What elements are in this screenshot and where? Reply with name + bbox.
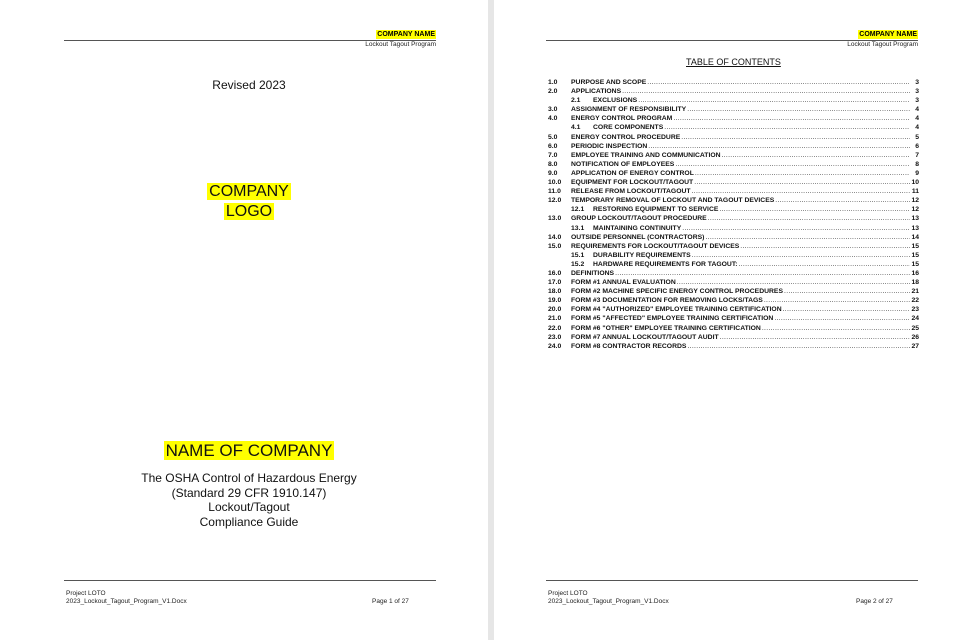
toc-entry-number: 3.0	[548, 106, 558, 114]
toc-entry-number: 10.0	[548, 179, 562, 187]
toc-entry[interactable]	[548, 206, 919, 215]
toc-leader-dots	[695, 170, 910, 177]
toc-leader-dots	[764, 297, 910, 304]
header-program-name: Lockout Tagout Program	[365, 41, 436, 48]
toc-entry-title: FORM #6 "OTHER" EMPLOYEE TRAINING CERTIFICATION	[571, 324, 761, 332]
footer-rule	[546, 580, 918, 581]
toc-leader-dots	[687, 106, 910, 113]
logo-line-2: LOGO	[225, 203, 273, 220]
toc-entry-title: FORM #2 MACHINE SPECIFIC ENERGY CONTROL PROCEDURES	[571, 288, 783, 296]
toc-entry-number: 4.0	[548, 115, 558, 123]
toc-leader-dots	[647, 79, 910, 86]
toc-entry-title: PURPOSE AND SCOPE	[571, 79, 647, 86]
toc-entry-title: DURABILITY REQUIREMENTS	[593, 251, 691, 259]
toc-entry[interactable]	[548, 152, 919, 161]
toc-entry[interactable]	[548, 106, 919, 115]
toc-entry-number: 16.0	[548, 269, 562, 277]
toc-entry-page: 25	[911, 324, 919, 332]
toc-entry-page: 13	[911, 224, 919, 232]
toc-entry[interactable]	[548, 334, 919, 343]
toc-entry-page: 11	[911, 188, 919, 196]
toc-entry-title: EXCLUSIONS	[593, 97, 638, 105]
toc-entry-page: 3	[915, 88, 919, 96]
toc-entry-page: 9	[915, 169, 919, 177]
toc-entry-title: APPLICATION OF ENERGY CONTROL	[571, 169, 694, 177]
toc-entry-number: 22.0	[548, 324, 562, 332]
toc-leader-dots	[783, 306, 910, 313]
toc-entry-title: ENERGY CONTROL PROCEDURE	[571, 133, 681, 141]
toc-entry-number: 24.0	[548, 342, 562, 350]
toc-leader-dots	[638, 97, 910, 104]
page-header	[847, 23, 918, 49]
logo-line-1: COMPANY	[209, 183, 289, 200]
toc-leader-dots	[675, 161, 910, 168]
toc-entry[interactable]	[548, 325, 919, 334]
toc-entry-page: 27	[911, 342, 919, 350]
toc-entry-title: FORM #3 DOCUMENTATION FOR REMOVING LOCKS/TAGS	[571, 297, 763, 305]
footer-project: Project LOTO	[548, 590, 588, 597]
toc-entry-number: 9.0	[548, 169, 558, 177]
page-number: Page 1 of 27	[372, 598, 409, 605]
toc-entry-page: 22	[911, 297, 919, 305]
toc-entry-number: 21.0	[548, 315, 562, 323]
toc-entry-title: FORM #5 "AFFECTED" EMPLOYEE TRAINING CERTIFICATION	[571, 315, 774, 323]
toc-entry-title: FORM #4 "AUTHORIZED" EMPLOYEE TRAINING CERTIFICATION	[571, 306, 782, 314]
toc-leader-dots	[740, 243, 910, 250]
toc-entry-title: DEFINITIONS	[571, 269, 615, 277]
toc-entry-title: NOTIFICATION OF EMPLOYEES	[571, 160, 675, 168]
page-footer	[66, 590, 187, 606]
toc-entry-number: 7.0	[548, 151, 558, 159]
toc-entry[interactable]	[548, 179, 919, 188]
company-name-title	[0, 441, 498, 461]
toc-entry-title: OUTSIDE PERSONNEL (CONTRACTORS)	[571, 233, 705, 241]
toc-entry-page: 8	[915, 160, 919, 168]
toc-entry-page: 4	[915, 115, 919, 123]
toc-entry-page: 15	[911, 242, 919, 250]
toc-heading: TABLE OF CONTENTS	[686, 57, 781, 67]
toc-leader-dots	[774, 315, 910, 322]
toc-entry[interactable]	[548, 79, 919, 88]
toc-entry-page: 21	[911, 288, 919, 296]
toc-entry-title: RELEASE FROM LOCKOUT/TAGOUT	[571, 188, 691, 196]
toc-entry-page: 3	[915, 79, 919, 86]
toc-entry-number: 13.1	[571, 224, 585, 232]
toc-leader-dots	[762, 325, 910, 332]
toc-leader-dots	[694, 179, 910, 186]
title-line-4: Compliance Guide	[199, 514, 299, 529]
toc-entry-page: 12	[911, 197, 919, 205]
toc-leader-dots	[692, 252, 910, 259]
toc-entry[interactable]	[548, 188, 919, 197]
toc-entry-page: 24	[911, 315, 919, 323]
toc-leader-dots	[681, 134, 910, 141]
toc-leader-dots	[722, 152, 910, 159]
footer-project: Project LOTO	[66, 590, 106, 597]
toc-entry[interactable]	[548, 115, 919, 124]
toc-entry-title: EQUIPMENT FOR LOCKOUT/TAGOUT	[571, 179, 694, 187]
toc-entry-page: 15	[911, 251, 919, 259]
toc-entry-title: ENERGY CONTROL PROGRAM	[571, 115, 673, 123]
title-line-2: (Standard 29 CFR 1910.147)	[171, 485, 327, 500]
toc-entry[interactable]	[548, 234, 919, 243]
toc-entry-title: HARDWARE REQUIREMENTS FOR TAGOUT:	[593, 260, 738, 268]
toc-entry-title: PERIODIC INSPECTION	[571, 142, 648, 150]
toc-entry-page: 5	[915, 133, 919, 141]
toc-entry-page: 16	[911, 269, 919, 277]
toc-entry-number: 12.1	[571, 206, 585, 214]
toc-entry-page: 4	[915, 124, 919, 132]
toc-entry-title: APPLICATIONS	[571, 88, 622, 96]
footer-filename: 2023_Lockout_Tagout_Program_V1.Docx	[548, 598, 669, 605]
toc-entry-title: CORE COMPONENTS	[593, 124, 664, 132]
footer-rule	[64, 580, 436, 581]
toc-entry-page: 7	[915, 151, 919, 159]
toc-leader-dots	[664, 124, 910, 131]
toc-leader-dots	[615, 270, 910, 277]
toc-entry[interactable]	[548, 261, 919, 270]
document-title	[0, 471, 498, 529]
toc-entry[interactable]	[548, 143, 919, 152]
toc-leader-dots	[784, 288, 910, 295]
company-name-text: NAME OF COMPANY	[165, 441, 333, 460]
toc-entry-number: 8.0	[548, 160, 558, 168]
toc-entry-page: 10	[911, 179, 919, 187]
toc-leader-dots	[692, 188, 910, 195]
document-page-2	[494, 0, 980, 640]
toc-entry-title: TEMPORARY REMOVAL OF LOCKOUT AND TAGOUT DEVICES	[571, 197, 775, 205]
toc-entry-number: 2.1	[571, 97, 581, 105]
toc-entry[interactable]	[548, 134, 919, 143]
toc-entry-title: FORM #8 CONTRACTOR RECORDS	[571, 342, 687, 350]
toc-entry-number: 15.2	[571, 260, 585, 268]
toc-entry-number: 12.0	[548, 197, 562, 205]
toc-leader-dots	[677, 279, 910, 286]
document-page-1	[0, 0, 488, 640]
toc-entry-title: REQUIREMENTS FOR LOCKOUT/TAGOUT DEVICES	[571, 242, 740, 250]
toc-entry-page: 12	[911, 206, 919, 214]
header-program-name: Lockout Tagout Program	[847, 41, 918, 48]
toc-entry[interactable]	[548, 124, 919, 133]
toc-leader-dots	[719, 206, 910, 213]
table-of-contents	[548, 79, 919, 352]
toc-entry-number: 13.0	[548, 215, 562, 223]
company-logo-placeholder	[0, 182, 498, 222]
toc-entry-page: 6	[915, 142, 919, 150]
page-footer	[548, 590, 669, 606]
toc-leader-dots	[775, 197, 910, 204]
toc-leader-dots	[739, 261, 911, 268]
page-number: Page 2 of 27	[856, 598, 893, 605]
toc-entry-number: 6.0	[548, 142, 558, 150]
toc-entry[interactable]	[548, 225, 919, 234]
header-rule	[64, 40, 436, 41]
toc-entry-page: 26	[911, 333, 919, 341]
toc-entry-page: 4	[915, 106, 919, 114]
toc-entry-number: 11.0	[548, 188, 561, 196]
toc-entry-number: 4.1	[571, 124, 581, 132]
toc-entry-title: FORM #7 ANNUAL LOCKOUT/TAGOUT AUDIT	[571, 333, 719, 341]
toc-entry[interactable]	[548, 288, 919, 297]
toc-entry-number: 18.0	[548, 288, 562, 296]
page-header	[365, 23, 436, 49]
toc-entry-page: 23	[911, 306, 919, 314]
toc-entry-number: 23.0	[548, 333, 562, 341]
toc-entry-title: GROUP LOCKOUT/TAGOUT PROCEDURE	[571, 215, 707, 223]
toc-entry-page: 14	[911, 233, 919, 241]
toc-entry-number: 20.0	[548, 306, 562, 314]
toc-entry-title: FORM #1 ANNUAL EVALUATION	[571, 279, 676, 287]
toc-entry-title: EMPLOYEE TRAINING AND COMMUNICATION	[571, 151, 721, 159]
title-line-1: The OSHA Control of Hazardous Energy	[141, 471, 357, 485]
toc-leader-dots	[720, 334, 910, 341]
toc-entry-title: ASSIGNMENT OF RESPONSIBILITY	[571, 106, 687, 114]
toc-entry[interactable]	[548, 215, 919, 224]
toc-entry-number: 19.0	[548, 297, 562, 305]
toc-entry-number: 2.0	[548, 88, 558, 96]
toc-entry[interactable]	[548, 270, 919, 279]
toc-entry[interactable]	[548, 97, 919, 106]
toc-entry-number: 14.0	[548, 233, 562, 241]
toc-entry[interactable]	[548, 297, 919, 306]
toc-entry-page: 13	[911, 215, 919, 223]
footer-filename: 2023_Lockout_Tagout_Program_V1.Docx	[66, 598, 187, 605]
toc-entry[interactable]	[548, 243, 919, 252]
toc-entry-number: 15.1	[571, 251, 585, 259]
toc-leader-dots	[705, 234, 910, 241]
toc-entry-number: 1.0	[548, 79, 558, 86]
toc-leader-dots	[673, 115, 910, 122]
toc-entry[interactable]	[548, 170, 919, 179]
toc-entry[interactable]	[548, 279, 919, 288]
toc-entry[interactable]	[548, 161, 919, 170]
toc-leader-dots	[708, 215, 910, 222]
header-company-name: COMPANY NAME	[377, 31, 435, 38]
toc-leader-dots	[687, 343, 910, 350]
toc-entry-number: 17.0	[548, 279, 562, 287]
toc-entry-page: 18	[911, 279, 919, 287]
toc-entry[interactable]	[548, 88, 919, 97]
toc-entry[interactable]	[548, 252, 919, 261]
toc-entry-number: 15.0	[548, 242, 562, 250]
toc-entry-page: 15	[911, 260, 919, 268]
toc-entry-title: RESTORING EQUIPMENT TO SERVICE	[593, 206, 719, 214]
toc-entry-title: MAINTAINING CONTINUITY	[593, 224, 682, 232]
title-line-3: Lockout/Tagout	[208, 500, 290, 514]
toc-leader-dots	[622, 88, 910, 95]
toc-entry-page: 3	[915, 97, 919, 105]
toc-leader-dots	[682, 225, 910, 232]
toc-leader-dots	[648, 143, 910, 150]
header-rule	[546, 40, 918, 41]
toc-entry[interactable]	[548, 315, 919, 324]
toc-entry-number: 5.0	[548, 133, 558, 141]
revised-date: Revised 2023	[212, 78, 286, 92]
toc-entry[interactable]	[548, 343, 919, 352]
toc-entry[interactable]	[548, 306, 919, 315]
toc-entry[interactable]	[548, 197, 919, 206]
header-company-name: COMPANY NAME	[859, 31, 917, 38]
